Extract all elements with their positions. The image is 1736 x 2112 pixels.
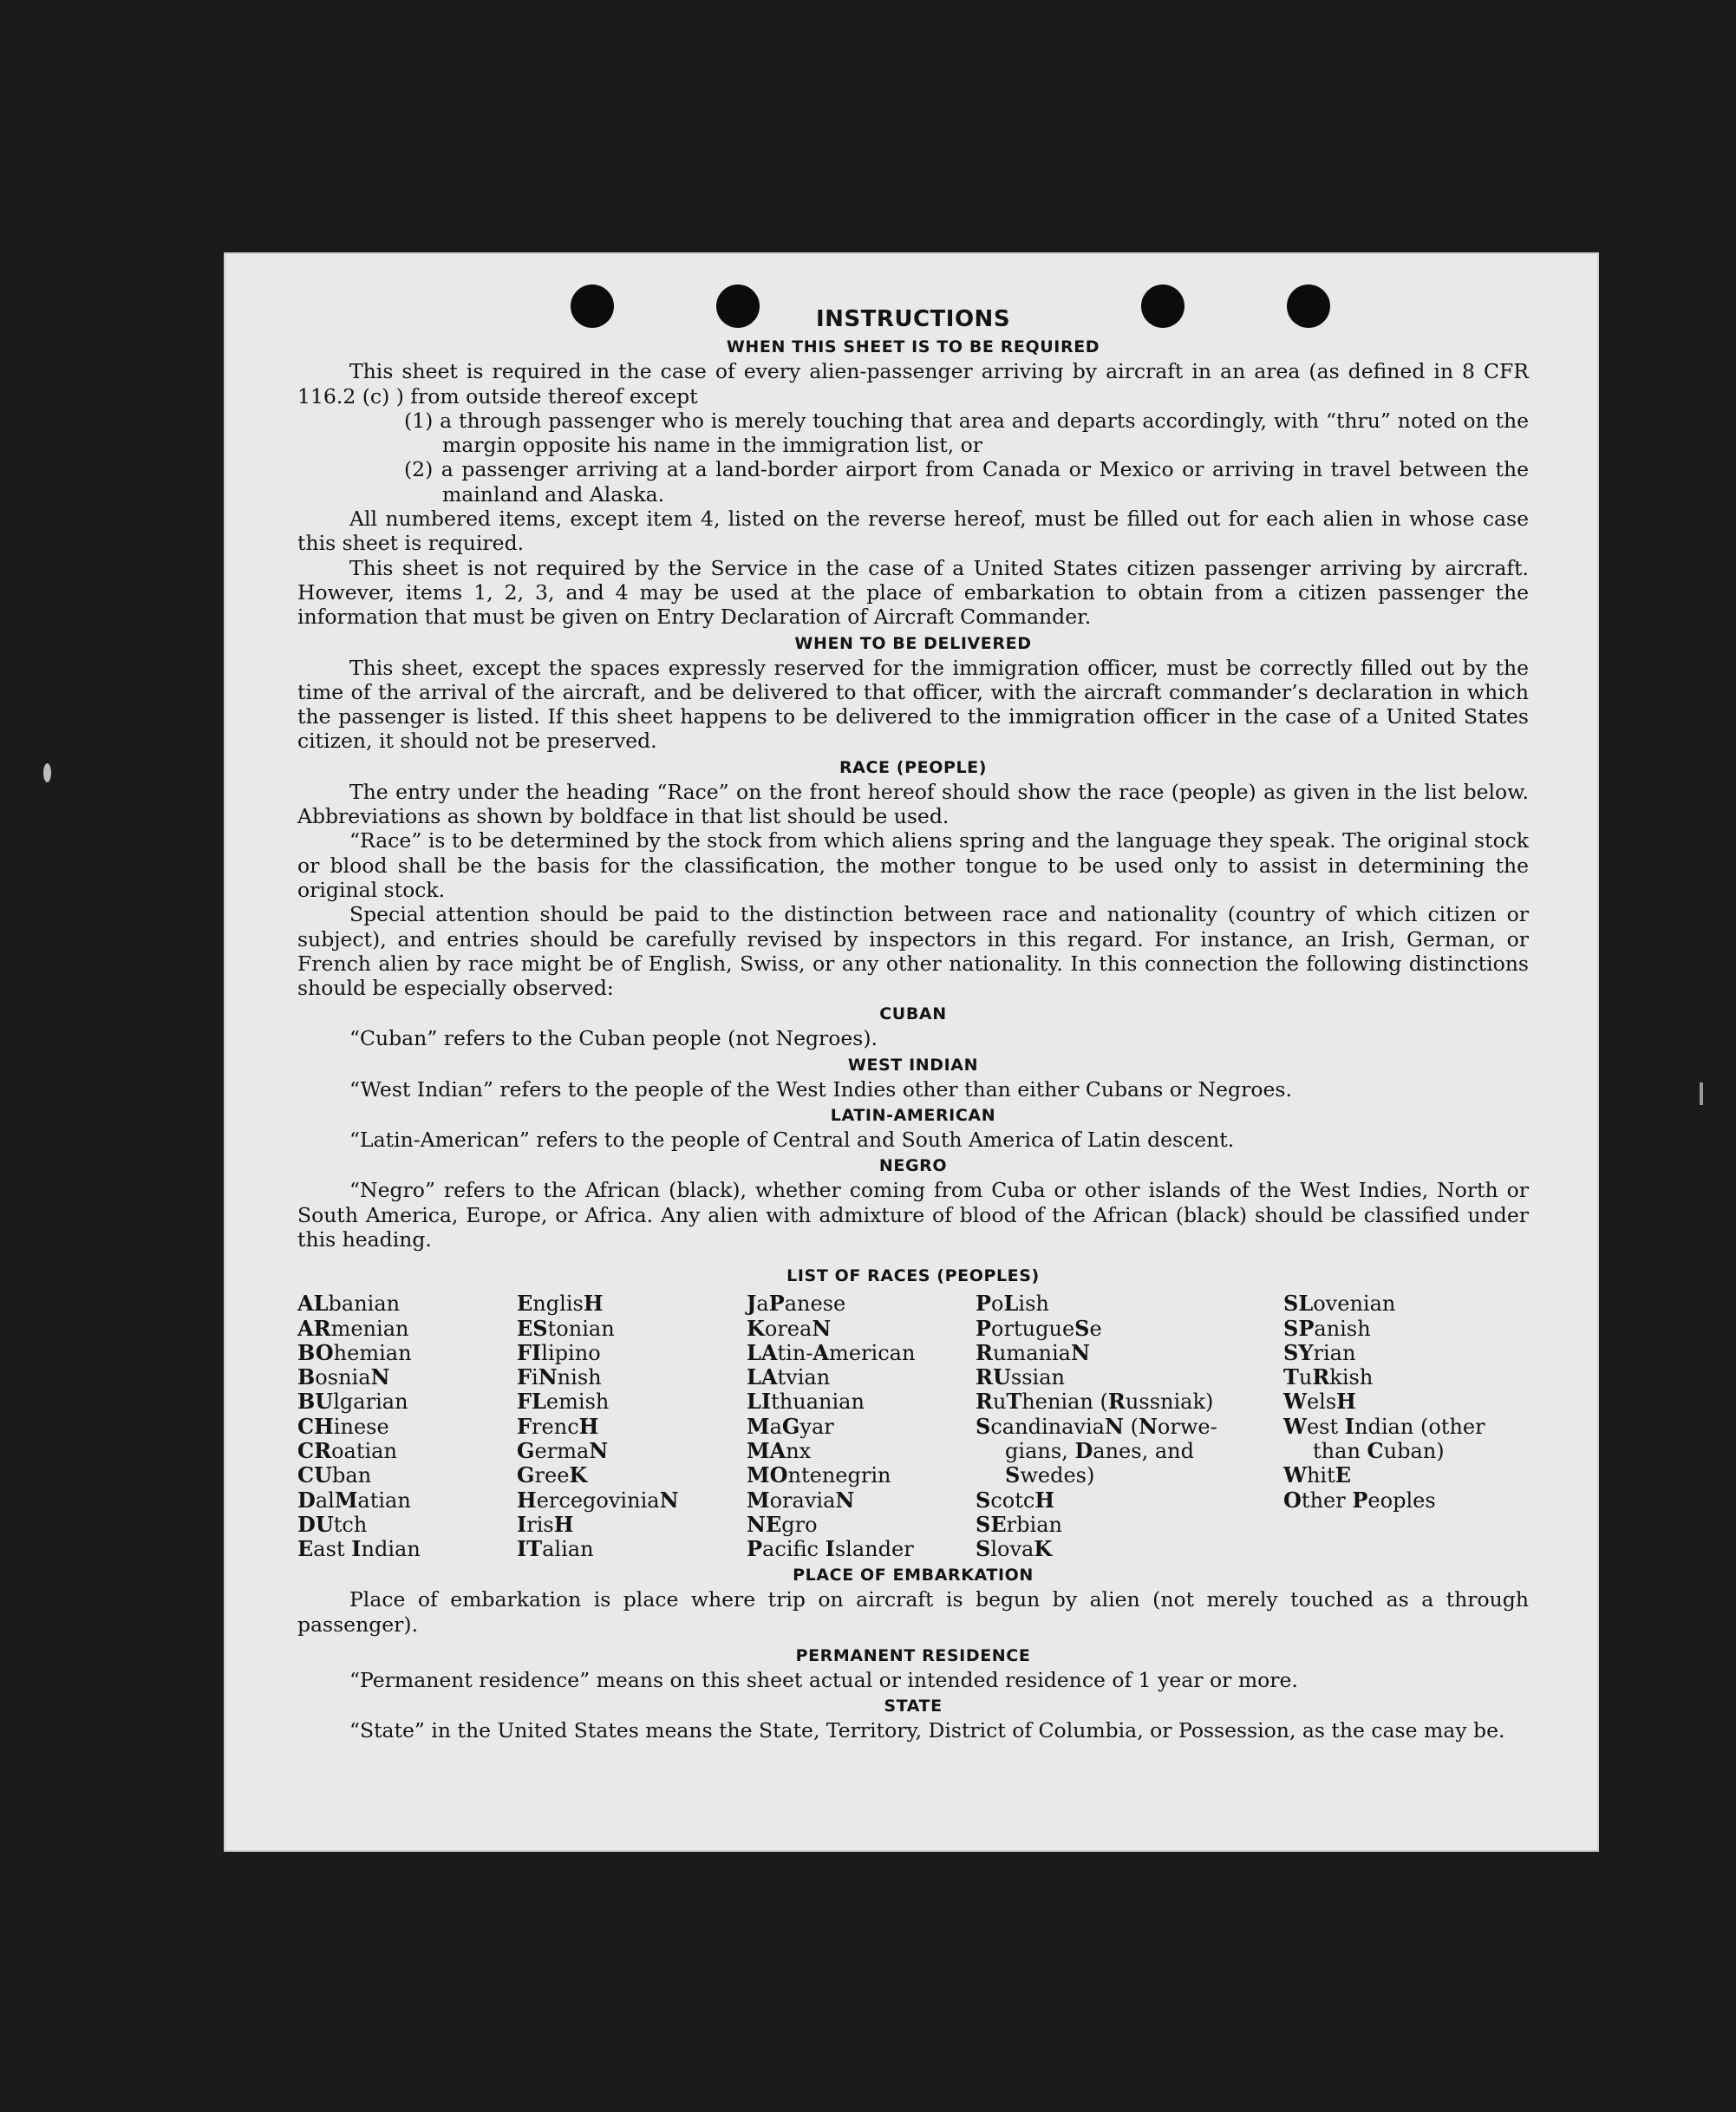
race-entry: Other Peoples xyxy=(1283,1487,1436,1513)
race-entry: SPanish xyxy=(1283,1315,1371,1341)
race-entry: SLovenian xyxy=(1283,1291,1396,1317)
race-entry: RuThenian (Russniak) xyxy=(976,1389,1214,1415)
race-entry: ALbanian xyxy=(297,1291,401,1317)
paragraph: “Permanent residence” means on this sheet actual or intended residence of 1 year or more. xyxy=(349,1668,1298,1693)
race-entry: MOntenegrin xyxy=(747,1462,891,1488)
race-entry: ITalian xyxy=(517,1536,594,1562)
paragraph: This sheet is not required by the Service in the case of a United States citizen passenger arriving by aircraft. However, items 1, 2, 3, and 4 may be used at the place of embarkation to obtain from a citizen passenger the information that must be given on Entry Declaration of Aircraft Commander. xyxy=(297,555,1529,630)
race-entry: SYrian xyxy=(1283,1339,1356,1365)
list-item: (2) a passenger arriving at a land-border airport from Canada or Mexico or arriving in travel between the mainland and Alaska. xyxy=(404,457,1529,507)
race-entry: RUssian xyxy=(976,1364,1066,1390)
race-column xyxy=(747,1291,976,1561)
race-column xyxy=(517,1291,747,1561)
race-column xyxy=(976,1291,1283,1561)
race-list xyxy=(297,1291,1529,1561)
scan-artifact xyxy=(1700,1082,1703,1105)
paragraph: All numbered items, except item 4, listed on the reverse hereof, must be filled out for each alien in whose case this sheet is required. xyxy=(297,507,1529,556)
race-entry: GreeK xyxy=(517,1462,588,1488)
race-entry: DUtch xyxy=(297,1511,368,1537)
race-entry: CHinese xyxy=(297,1413,389,1439)
paragraph: “Cuban” refers to the Cuban people (not Negroes). xyxy=(349,1026,878,1051)
race-entry: MAnx xyxy=(747,1437,812,1463)
paragraph: The entry under the heading “Race” on the front hereof should show the race (people) as given in the list below. Abbreviations as shown by boldface in that list should be used. xyxy=(297,779,1529,829)
instructions-content xyxy=(297,298,1529,1743)
list-item: (1) a through passenger who is merely touching that area and departs accordingly, with “thru” noted on the margin opposite his name in the immigration list, or xyxy=(404,408,1529,458)
section-heading: WEST INDIAN xyxy=(847,1055,979,1075)
race-entry: BosniaN xyxy=(297,1364,390,1390)
race-entry: FLemish xyxy=(517,1389,610,1415)
race-entry: KoreaN xyxy=(747,1315,832,1341)
paragraph: This sheet is required in the case of every alien-passenger arriving by aircraft in an area (as defined in 8 CFR 116.2 (c) ) from outside thereof except xyxy=(297,359,1529,409)
section-heading: LIST OF RACES (PEOPLES) xyxy=(786,1266,1040,1286)
paragraph: “Negro” refers to the African (black), whether coming from Cuba or other islands of the West Indies, North or South America, Europe, or Africa. Any alien with admixture of blood of the African (black) should be classified under this heading. xyxy=(297,1178,1529,1252)
race-entry: CRoatian xyxy=(297,1437,397,1463)
race-entry: SlovaK xyxy=(976,1536,1053,1562)
section-heading: WHEN THIS SHEET IS TO BE REQUIRED xyxy=(726,337,1100,357)
race-entry: MoraviaN xyxy=(747,1487,855,1513)
race-entry: GermaN xyxy=(517,1437,609,1463)
race-entry: Swedes) xyxy=(1005,1462,1095,1488)
section-heading: PLACE OF EMBARKATION xyxy=(793,1566,1034,1586)
race-entry: RumaniaN xyxy=(976,1339,1090,1365)
scan-artifact xyxy=(43,763,51,782)
race-entry: West Indian (other xyxy=(1283,1413,1485,1439)
race-entry: FiNnish xyxy=(517,1364,602,1390)
race-entry: BOhemian xyxy=(297,1339,412,1365)
paragraph: This sheet, except the spaces expressly reserved for the immigration officer, must be correctly filled out by the time of the arrival of the aircraft, and be delivered to that officer, with the aircraft commander’s declaration in which the passenger is listed. If this sheet happens to be delivered to the immigration officer in the case of a United States citizen, it should not be preserved. xyxy=(297,655,1529,754)
race-entry: SErbian xyxy=(976,1511,1062,1537)
race-entry: CUban xyxy=(297,1462,372,1488)
race-entry: TuRkish xyxy=(1283,1364,1374,1390)
paragraph: Special attention should be paid to the distinction between race and nationality (country of which citizen or subject), and entries should be carefully revised by inspectors in this regard. For instance, an Irish, German, or French alien by race might be of English, Swiss, or any other nationality. In this connection the following distinctions should be especially observed: xyxy=(297,902,1529,1001)
section-heading: RACE (PEOPLE) xyxy=(839,757,988,777)
paragraph: “State” in the United States means the State, Territory, District of Columbia, or Possession, as the case may be. xyxy=(349,1718,1505,1743)
race-entry: MaGyar xyxy=(747,1413,834,1439)
race-entry: ScandinaviaN (Norwe- xyxy=(976,1413,1217,1439)
race-entry: WelsH xyxy=(1283,1389,1356,1415)
paragraph: Place of embarkation is place where trip on aircraft is begun by alien (not merely touched as a through passenger). xyxy=(297,1587,1529,1637)
race-entry: gians, Danes, and xyxy=(1005,1437,1195,1463)
race-entry: FIlipino xyxy=(517,1339,601,1365)
section-heading: PERMANENT RESIDENCE xyxy=(795,1646,1031,1666)
race-entry: than Cuban) xyxy=(1313,1437,1445,1463)
section-heading: STATE xyxy=(884,1697,943,1716)
section-heading: NEGRO xyxy=(878,1156,948,1176)
race-entry: EnglisH xyxy=(517,1291,604,1317)
race-entry: PortugueSe xyxy=(976,1315,1102,1341)
race-entry: DalMatian xyxy=(297,1487,411,1513)
race-entry: FrencH xyxy=(517,1413,599,1439)
section-heading: WHEN TO BE DELIVERED xyxy=(794,633,1032,653)
race-entry: NEgro xyxy=(747,1511,818,1537)
paragraph: “West Indian” refers to the people of the West Indies other than either Cubans or Negroes. xyxy=(349,1076,1292,1102)
section-heading: LATIN-AMERICAN xyxy=(830,1106,996,1126)
race-entry: JaPanese xyxy=(747,1291,846,1317)
race-entry: PoLish xyxy=(976,1291,1049,1317)
race-column xyxy=(1283,1291,1526,1561)
race-entry: LAtin-American xyxy=(747,1339,916,1365)
race-entry: EStonian xyxy=(517,1315,615,1341)
paragraph: “Race” is to be determined by the stock from which aliens spring and the language they speak. The original stock or blood shall be the basis for the classification, the mother tongue to be used only to assist in determining the original stock. xyxy=(297,828,1529,902)
section-heading: CUBAN xyxy=(879,1004,947,1024)
race-entry: IrisH xyxy=(517,1511,574,1537)
race-entry: WhitE xyxy=(1283,1462,1352,1488)
race-entry: LIthuanian xyxy=(747,1389,865,1415)
race-entry: LAtvian xyxy=(747,1364,831,1390)
race-entry: ScotcH xyxy=(976,1487,1055,1513)
race-entry: Pacifc Islander xyxy=(747,1536,914,1562)
page-title: INSTRUCTIONS xyxy=(815,306,1011,332)
race-entry: HercegoviniaN xyxy=(517,1487,679,1513)
race-entry: BUlgarian xyxy=(297,1389,408,1415)
race-entry: ARmenian xyxy=(297,1315,409,1341)
race-column xyxy=(297,1291,517,1561)
paragraph: “Latin-American” refers to the people of Central and South America of Latin descent. xyxy=(349,1128,1235,1153)
race-entry: East Indian xyxy=(297,1536,421,1562)
